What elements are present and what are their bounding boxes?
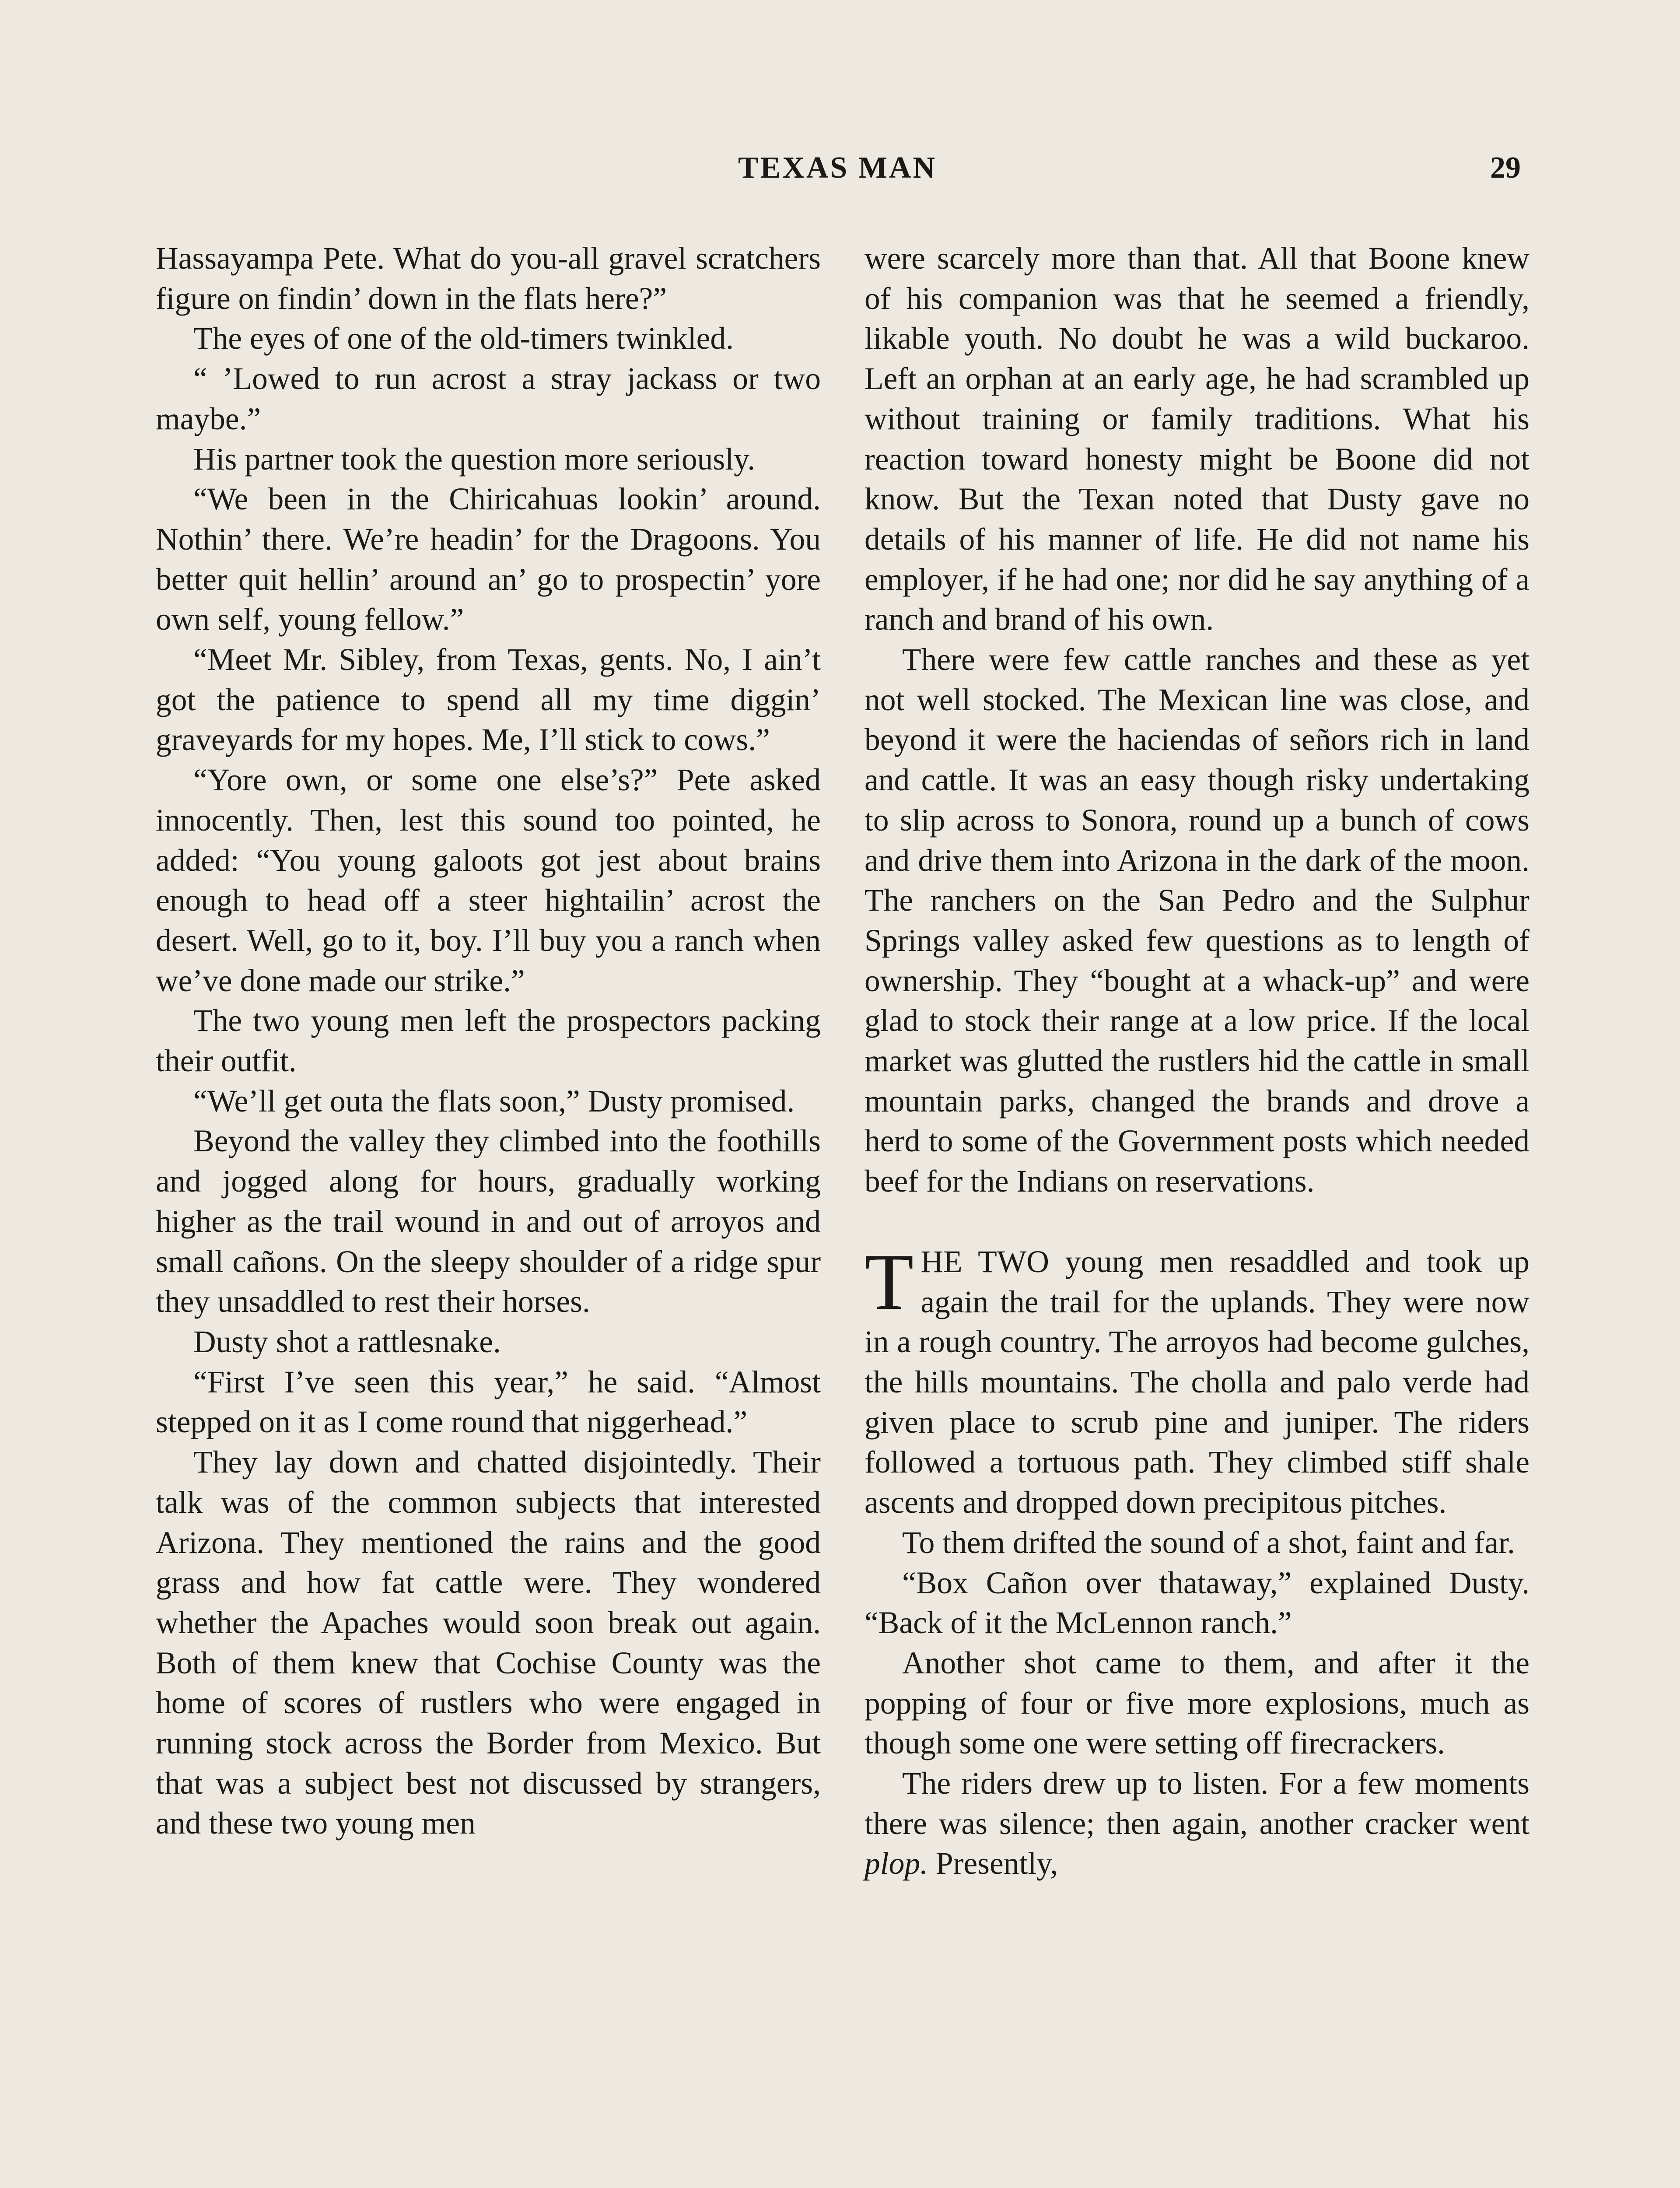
paragraph: Beyond the valley they climbed into the foothills and jogged along for hours, gradually working higher as the trail wound in and out of arroyos and small cañons. On the sleepy shoulder of a ridge spur they unsaddled to rest their horses.: [156, 1124, 821, 1319]
paragraph: To them drifted the sound of a shot, faint and far.: [902, 1525, 1515, 1560]
paragraph: “Meet Mr. Sibley, from Texas, gents. No, I ain’t got the patience to spend all my time diggin’ graveyards for my hopes. Me, I’ll stick to cows.”: [156, 642, 821, 757]
paragraph: “Box Cañon over thataway,” explained Dusty. “Back of it the McLennon ranch.”: [864, 1565, 1530, 1641]
left-column: [156, 238, 821, 1844]
paragraph: Dusty shot a rattlesnake.: [193, 1324, 501, 1359]
paragraph: were scarcely more than that. All that Boone knew of his companion was that he seemed a friendly, likable youth. No doubt he was a wild buckaroo. Left an orphan at an early age, he had scrambled up without training or family traditions. What his reaction toward honesty might be Boone did not know. But the Texan noted that Dusty gave no details of his manner of life. He did not name his employer, if he had one; nor did he say anything of a ranch and brand of his own.: [864, 241, 1530, 637]
section-opening-paragraph: [864, 1237, 1530, 1523]
paragraph: His partner took the question more seriously.: [193, 442, 756, 477]
paragraph-text: The riders drew up to listen. For a few moments there was silence; then again, another cracker went: [864, 1766, 1530, 1841]
paragraph: “We been in the Chiricahuas lookin’ around. Nothin’ there. We’re headin’ for the Dragoons. You better quit hellin’ around an’ go to prospectin’ yore own self, young fellow.”: [156, 482, 821, 637]
italic-word: plop.: [864, 1846, 928, 1881]
paragraph-text: Presently,: [928, 1846, 1058, 1881]
paragraph: Another shot came to them, and after it the popping of four or five more explosions, much as though some one were setting off firecrackers.: [864, 1645, 1530, 1761]
paragraph: “We’ll get outa the flats soon,” Dusty promised.: [193, 1083, 795, 1119]
paragraph: The eyes of one of the old-timers twinkled.: [193, 321, 734, 356]
paragraph-text: young men resaddled and took up again the trail for the uplands. They were now in a rough country. The arroyos had become gulches, the hills mountains. The cholla and palo verde had given place to scrub pine and juniper. The riders followed a tortuous path. They climbed stiff shale ascents and dropped down precipitous pitches.: [864, 1244, 1530, 1520]
paragraph: “Yore own, or some one else’s?” Pete asked innocently. Then, lest this sound too pointed, he added: “You young galoots got jest about brains enough to head off a steer hightailin’ acrost the desert. Well, go to it, boy. I’ll buy you a ranch when we’ve done made our strike.”: [156, 763, 821, 998]
page-number: 29: [1490, 151, 1521, 185]
paragraph: Hassayampa Pete. What do you-all gravel scratchers figure on findin’ down in the flats here?”: [156, 241, 821, 316]
running-header: [154, 151, 1521, 199]
paragraph: “ ’Lowed to run acrost a stray jackass or two maybe.”: [156, 361, 821, 436]
paragraph: They lay down and chatted disjointedly. Their talk was of the common subjects that interested Arizona. They mentioned the rains and the good grass and how fat cattle were. They wondered whether the Apaches would soon break out again. Both of them knew that Cochise County was the home of scores of rustlers who were engaged in running stock across the Border from Mexico. But that was a subject best not discussed by strangers, and these two young men: [156, 1445, 821, 1841]
drop-cap: T: [864, 1237, 914, 1326]
paragraph: The two young men left the prospectors packing their outfit.: [156, 1003, 821, 1079]
running-title: TEXAS MAN: [738, 151, 937, 185]
paragraph: [864, 1764, 1530, 1884]
right-column: [864, 238, 1530, 1884]
lead-in-caps: HE TWO: [920, 1244, 1049, 1279]
paragraph: “First I’ve seen this year,” he said. “Almost stepped on it as I come round that niggerhead.”: [156, 1364, 821, 1440]
paragraph: There were few cattle ranches and these as yet not well stocked. The Mexican line was close, and beyond it were the haciendas of señors rich in land and cattle. It was an easy though risky undertaking to slip across to Sonora, round up a bunch of cows and drive them into Arizona in the dark of the moon. The ranchers on the San Pedro and the Sulphur Springs valley asked few questions as to length of ownership. They “bought at a whack-up” and were glad to stock their range at a low price. If the local market was glutted the rustlers hid the cattle in small mountain parks, changed the brands and drove a herd to some of the Government posts which needed beef for the Indians on reservations.: [864, 642, 1530, 1199]
